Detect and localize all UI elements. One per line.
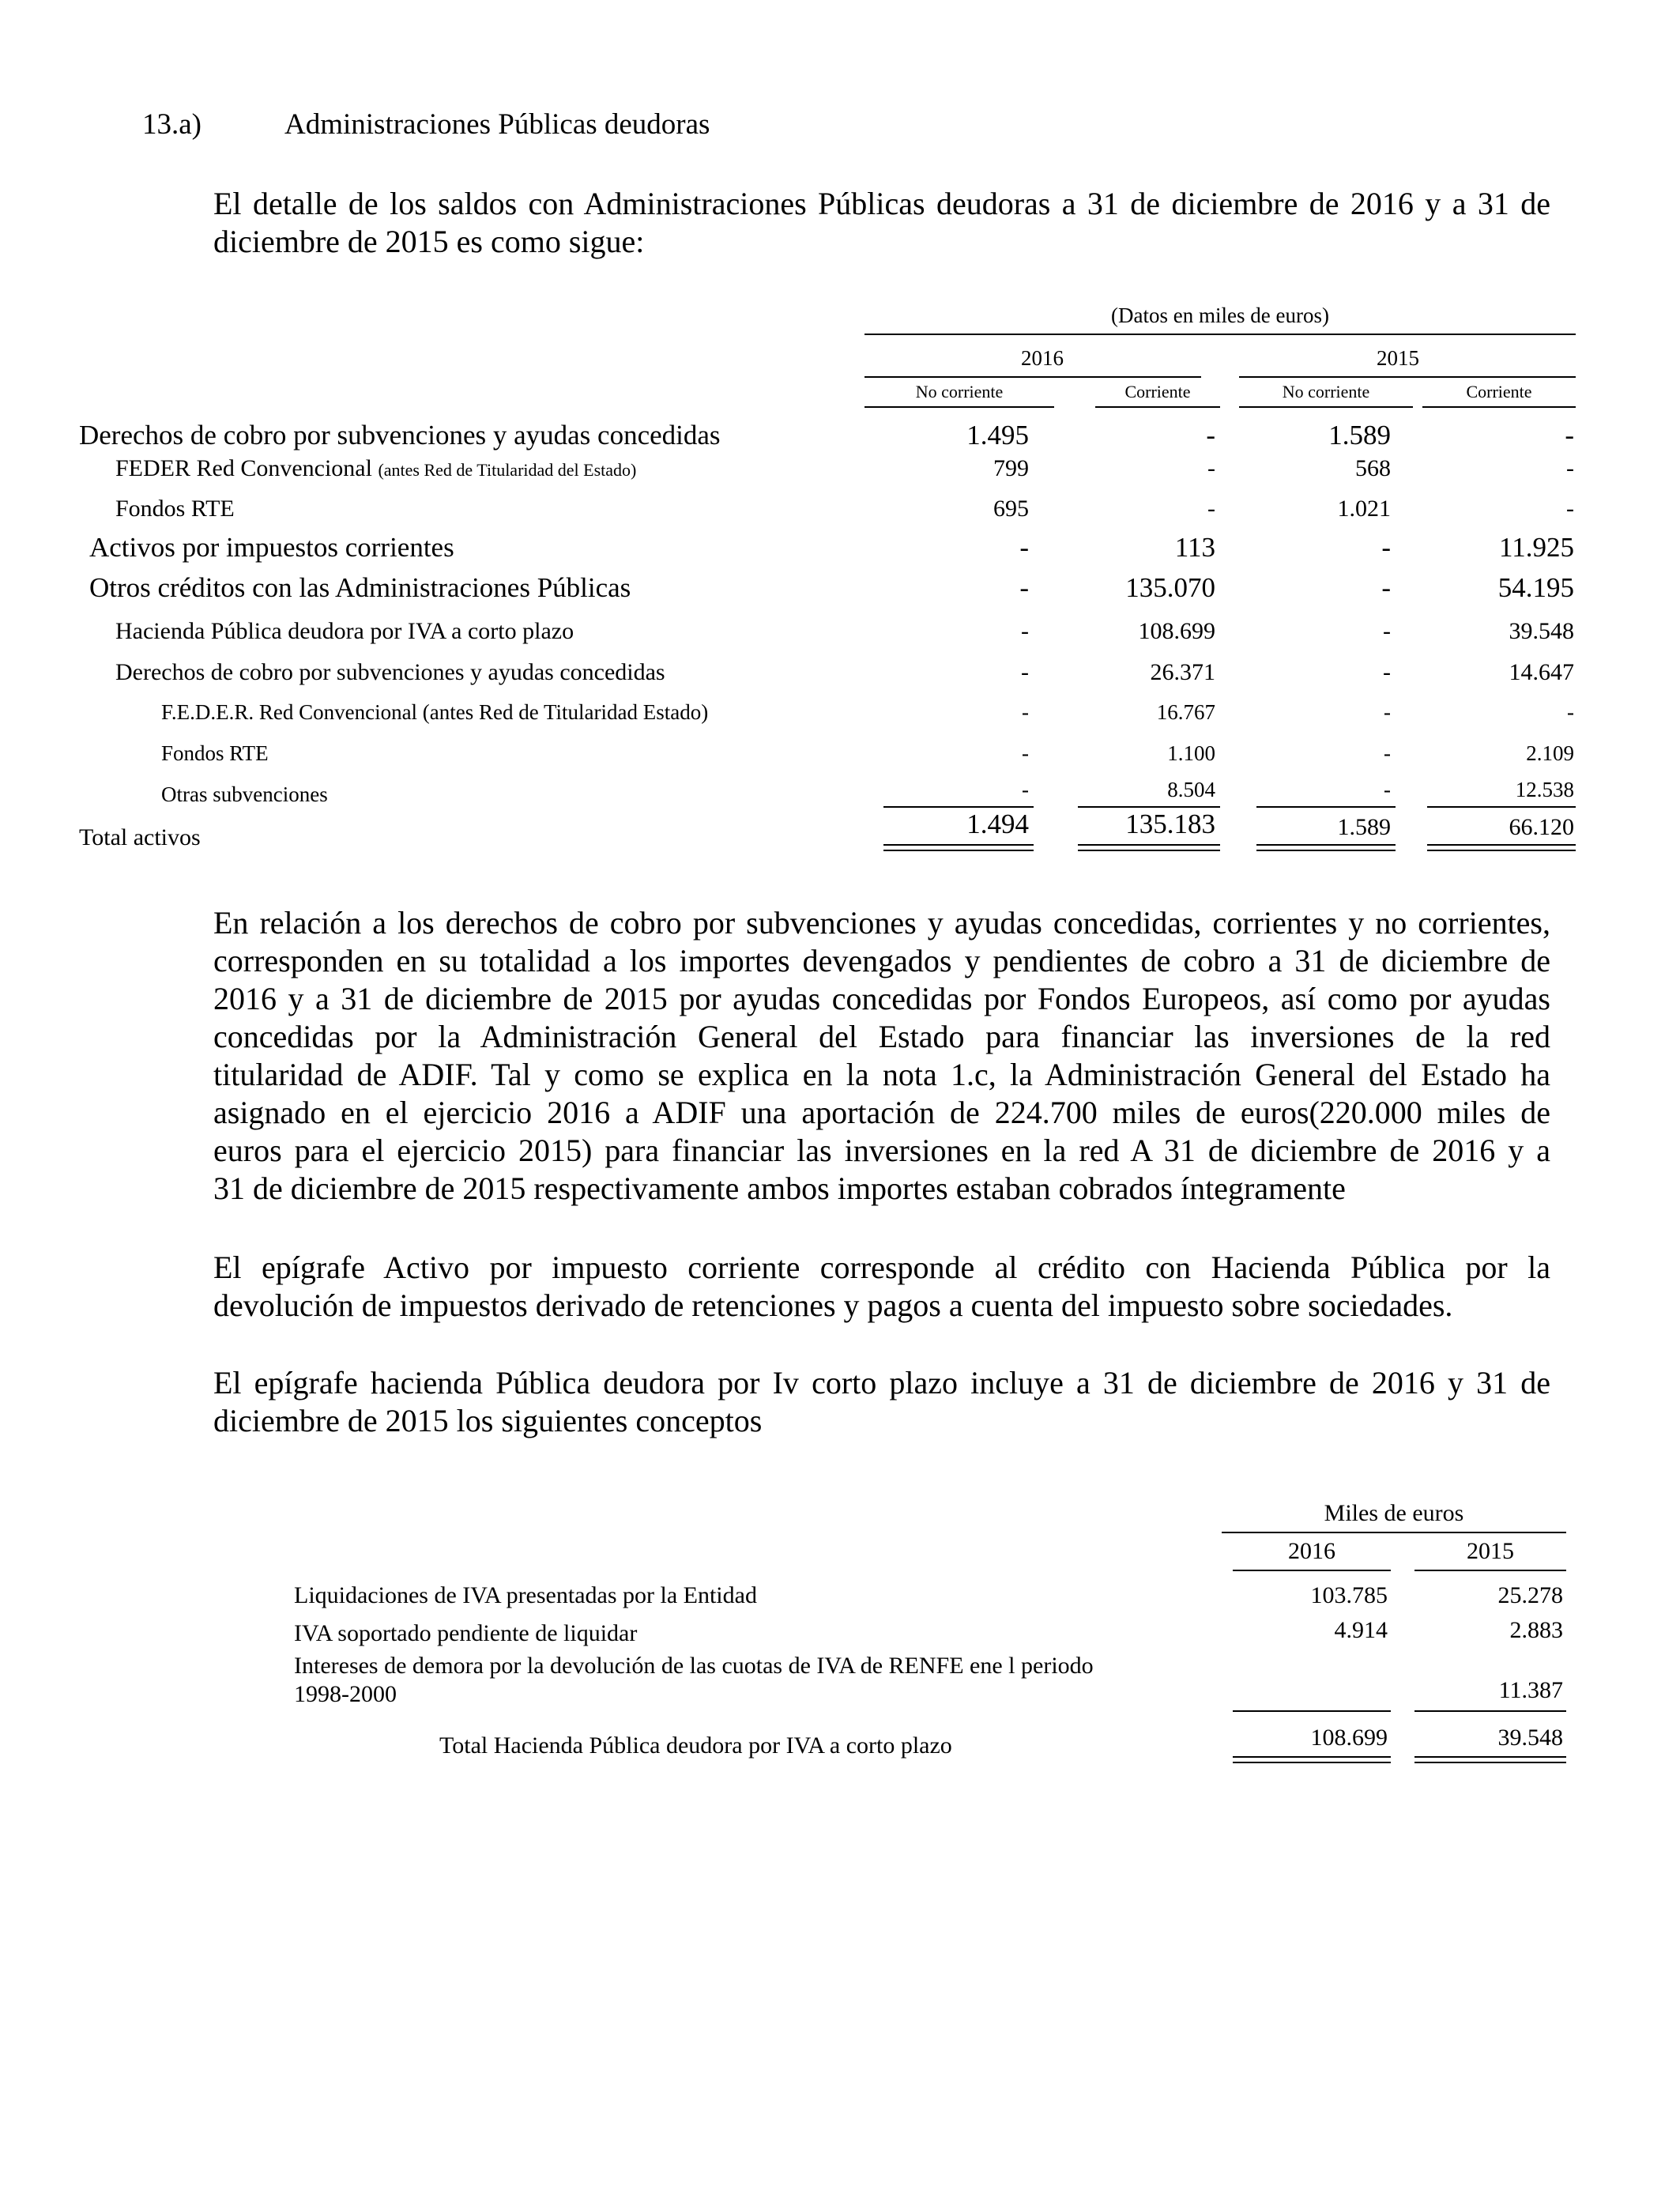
table1-total-double-rule: [883, 844, 1034, 851]
table1-total-cell: 66.120: [1509, 814, 1574, 840]
table1-cell: -: [1021, 659, 1029, 685]
table1-cell: 695: [993, 496, 1029, 522]
table2-year-rule: [1414, 1570, 1566, 1571]
paragraph-line: En relación a los derechos de cobro por subvenciones y ayudas concedidas, corrientes y no corrientes,: [213, 905, 1550, 941]
table1-total-double-rule: [1078, 844, 1220, 851]
table1-cell: -: [1383, 659, 1391, 685]
paragraph-line: 31 de diciembre de 2015 respectivamente ambos importes estaban cobrados íntegramente: [213, 1171, 1346, 1206]
table1-cell: -: [1384, 700, 1391, 724]
table1-subheader-rule: [864, 406, 1054, 408]
table1-total-cell: 135.183: [1125, 809, 1215, 839]
table1-cell: 54.195: [1497, 572, 1574, 603]
table1-cell: 568: [1355, 455, 1391, 481]
table1-row-label: Activos por impuestos corrientes: [89, 532, 454, 563]
table1-cell: -: [1566, 455, 1574, 481]
table1-row-label: Otras subvenciones: [161, 782, 328, 806]
intro-line: diciembre de 2015 es como sigue:: [213, 224, 645, 259]
paragraph-activo-impuesto: [213, 1249, 1550, 1325]
paragraph-derechos-cobro: [213, 904, 1550, 1208]
intro-line: El detalle de los saldos con Administraciones Públicas deudoras a 31 de diciembre de 2016 y a 31 de: [213, 186, 1550, 221]
table1-cell: -: [1022, 741, 1029, 765]
table1-cell: -: [1022, 778, 1029, 801]
table1-total-cell: 1.494: [966, 809, 1029, 839]
table1-row-label: F.E.D.E.R. Red Convencional (antes Red de Titularidad Estado): [161, 700, 709, 724]
table1-cell: 2.109: [1526, 741, 1574, 765]
table2-year-2015: 2015: [1467, 1538, 1514, 1564]
paragraph-line: diciembre de 2015 los siguientes conceptos: [213, 1403, 763, 1438]
table1-total-label: Total activos: [79, 824, 201, 850]
table1-row-label: Derechos de cobro por subvenciones y ayudas concedidas: [115, 659, 665, 685]
table1-cell: -: [1381, 572, 1391, 603]
paragraph-line: corresponden en su totalidad a los importes devengados y pendientes de cobro a 31 de diciembre de: [213, 943, 1550, 978]
paragraph-line: euros para el ejercicio 2015) para financiar las inversiones en la red A 31 de diciembre de 2016 y a: [213, 1133, 1550, 1168]
table1-subheader-rule: [1422, 406, 1576, 408]
table1-year-2016: 2016: [1021, 346, 1064, 370]
table2-total-double-rule: [1233, 1756, 1391, 1763]
table1-subheader: No corriente: [1282, 382, 1370, 401]
table1-cell: -: [1383, 618, 1391, 644]
table1-cell: 1.495: [966, 420, 1029, 450]
table1-sum-rule: [883, 806, 1034, 808]
table1-cell: 135.070: [1125, 572, 1215, 603]
section-number: 13.a): [142, 108, 202, 141]
table1-row-label: Derechos de cobro por subvenciones y ayudas concedidas: [79, 420, 721, 450]
table1-subheader: No corriente: [915, 382, 1004, 401]
table1-subheader-rule: [1239, 406, 1413, 408]
paragraph-line: devolución de impuestos derivado de retenciones y pagos a cuenta del impuesto sobre sociedades.: [213, 1287, 1453, 1323]
table1-cell: -: [1207, 496, 1215, 522]
table1-cell: -: [1384, 741, 1391, 765]
table1-cell: -: [1019, 532, 1029, 563]
table2-cell: 25.278: [1497, 1582, 1563, 1608]
table1-row-label-main: FEDER Red Convencional: [115, 455, 372, 481]
table1-cell: -: [1019, 572, 1029, 603]
table2-row-label: Liquidaciones de IVA presentadas por la Entidad: [294, 1582, 757, 1608]
table2-cell: 2.883: [1509, 1617, 1563, 1643]
table2-cell: 4.914: [1334, 1617, 1388, 1643]
table2-total-label: Total Hacienda Pública deudora por IVA a corto plazo: [439, 1732, 952, 1759]
table1-subheader: Corriente: [1124, 382, 1191, 401]
table1-cell: -: [1566, 496, 1574, 522]
table1-cell: -: [1567, 700, 1574, 724]
table1-cell: 1.589: [1328, 420, 1391, 450]
table1-cell: -: [1384, 778, 1391, 801]
table1-row-label: Fondos RTE: [115, 496, 235, 522]
table1-subheader-rule: [1095, 406, 1220, 408]
table1-total-cell: 1.589: [1337, 814, 1391, 840]
table1-sum-rule: [1256, 806, 1396, 808]
table2-row-label-line: Intereses de demora por la devolución de las cuotas de IVA de RENFE ene l periodo: [294, 1653, 1094, 1679]
table1-cell: -: [1381, 532, 1391, 563]
table1-cell: 1.100: [1167, 741, 1215, 765]
paragraph-line: 2016 y a 31 de diciembre de 2015 por ayudas concedidas por Fondos Europeos, así como por ayudas: [213, 981, 1550, 1016]
table2-total-cell: 39.548: [1497, 1725, 1563, 1751]
table1-cell: 108.699: [1138, 618, 1215, 644]
table1-cell: 8.504: [1167, 778, 1215, 801]
table1-row-label: [115, 455, 636, 482]
table1-cell: 1.021: [1337, 496, 1391, 522]
table1-cell: -: [1565, 420, 1574, 450]
table1-sum-rule: [1427, 806, 1576, 808]
paragraph-hacienda-iva: [213, 1364, 1550, 1440]
table1-cell: 799: [993, 455, 1029, 481]
table1-total-double-rule: [1427, 844, 1576, 851]
table1-row-label: Fondos RTE: [161, 741, 269, 765]
table1-row-note: (antes Red de Titularidad del Estado): [378, 460, 637, 480]
table1-cell: -: [1207, 455, 1215, 481]
section-title: Administraciones Públicas deudoras: [284, 108, 710, 141]
table1-cell: 39.548: [1509, 618, 1574, 644]
table1-subheader: Corriente: [1466, 382, 1532, 401]
table2-units: Miles de euros: [1324, 1500, 1464, 1526]
table1-cell: 26.371: [1150, 659, 1215, 685]
table1-cell: 16.767: [1156, 700, 1215, 724]
table2-total-double-rule: [1414, 1756, 1566, 1763]
table1-year-rule: [1239, 376, 1576, 378]
table1-cell: 14.647: [1509, 659, 1574, 685]
intro-paragraph: [213, 185, 1550, 261]
table1-cell: 11.925: [1499, 532, 1574, 563]
table1-year-2015: 2015: [1377, 346, 1419, 370]
paragraph-line: titularidad de ADIF. Tal y como se explica en la nota 1.c, la Administración General del Estado ha: [213, 1057, 1550, 1092]
table1-cell: 113: [1174, 532, 1215, 563]
table2-year-rule: [1233, 1570, 1391, 1571]
table1-cell: 12.538: [1515, 778, 1574, 801]
table1-year-rule: [864, 376, 1201, 378]
table2-cell: 11.387: [1498, 1677, 1563, 1703]
table2-total-cell: 108.699: [1310, 1725, 1388, 1751]
table1-cell: -: [1206, 420, 1215, 450]
paragraph-line: El epígrafe Activo por impuesto corriente corresponde al crédito con Hacienda Pública por la: [213, 1250, 1550, 1285]
table1-header-rule: [864, 334, 1576, 335]
paragraph-line: concedidas por la Administración General del Estado para financiar las inversiones de la red: [213, 1019, 1550, 1054]
table1-units: (Datos en miles de euros): [1111, 303, 1329, 327]
table2-row-label: [294, 1652, 1094, 1709]
paragraph-line: El epígrafe hacienda Pública deudora por Iv corto plazo incluye a 31 de diciembre de 2016 y 31 de: [213, 1365, 1550, 1400]
table1-sum-rule: [1078, 806, 1220, 808]
table1-total-double-rule: [1256, 844, 1396, 851]
table1-cell: -: [1022, 700, 1029, 724]
table1-row-label: Otros créditos con las Administraciones Públicas: [89, 572, 631, 603]
table1-row-label: Hacienda Pública deudora por IVA a corto plazo: [115, 618, 574, 644]
table2-sum-rule: [1233, 1710, 1391, 1712]
table2-cell: 103.785: [1310, 1582, 1388, 1608]
table2-row-label: IVA soportado pendiente de liquidar: [294, 1620, 638, 1646]
table2-sum-rule: [1414, 1710, 1566, 1712]
table1-cell: -: [1021, 618, 1029, 644]
paragraph-line: asignado en el ejercicio 2016 a ADIF una aportación de 224.700 miles de euros(220.000 miles de: [213, 1095, 1550, 1130]
table2-year-2016: 2016: [1288, 1538, 1335, 1564]
table2-row-label-line: 1998-2000: [294, 1681, 397, 1707]
table2-header-rule: [1222, 1532, 1566, 1533]
